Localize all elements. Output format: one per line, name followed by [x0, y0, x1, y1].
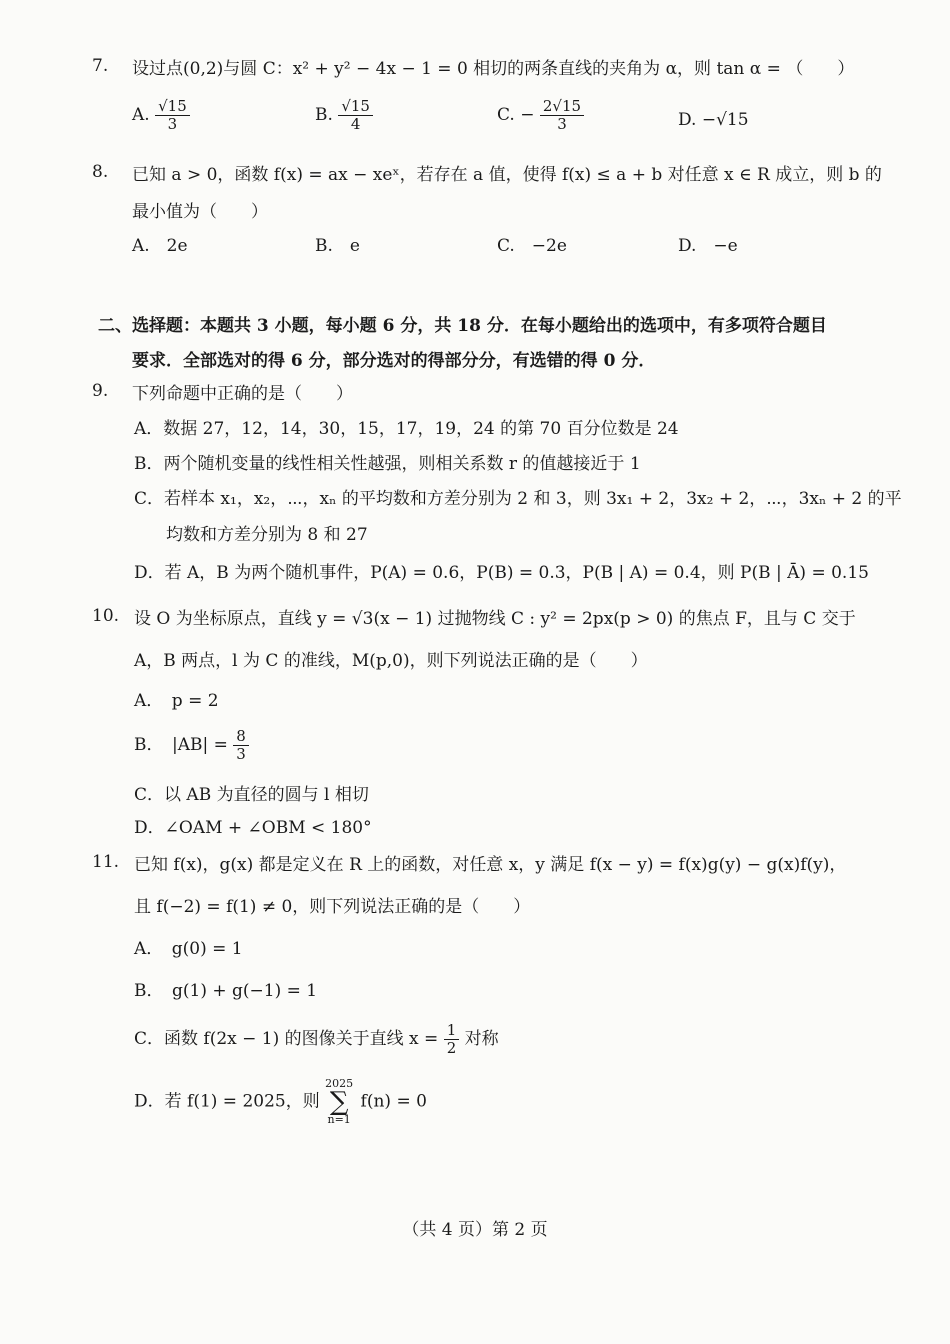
q7-option-c-fraction	[540, 98, 584, 133]
q11-option-d-text: D．若 f(1) = 2025，则	[134, 1091, 320, 1112]
q10-option-b-numerator: 8	[233, 728, 249, 746]
q11-number: 11.	[92, 852, 120, 872]
q11-option-c-text: C．函数 f(2x − 1) 的图像关于直线 x =	[134, 1029, 439, 1049]
q11-option-b: B． g(1) + g(−1) = 1	[134, 981, 318, 1001]
q9-number: 9.	[92, 381, 109, 401]
q10-option-b-label: B． |AB| =	[134, 735, 228, 755]
q10-option-b	[134, 728, 249, 763]
q11-sum-upper-limit: 2025	[325, 1077, 354, 1090]
q7-option-c-denominator: 3	[557, 115, 567, 133]
q7-option-c	[497, 98, 584, 133]
q11-option-c-fraction	[444, 1022, 460, 1057]
q9-option-c-line2: 均数和方差分别为 8 和 27	[166, 525, 368, 545]
q11-option-c-numerator: 1	[444, 1022, 460, 1040]
q9-option-a: A．数据 27，12，14，30，15，17，19，24 的第 70 百分位数是 24	[134, 419, 679, 439]
q8-option-a: A. 2e	[132, 236, 188, 256]
q7-option-b-label: B.	[315, 105, 333, 125]
q7-option-b-numerator: √15	[338, 98, 373, 116]
section2-heading-line2: 要求．全部选对的得 6 分，部分选对的得部分分，有选错的得 0 分．	[132, 351, 656, 371]
q7-option-a-label: A.	[132, 105, 150, 125]
q11-stem-line2: 且 f(−2) = f(1) ≠ 0，则下列说法正确的是（ ）	[134, 897, 531, 917]
page-footer: （共 4 页）第 2 页	[402, 1220, 548, 1240]
q9-option-c-line1: C．若样本 x₁，x₂，⋯，xₙ 的平均数和方差分别为 2 和 3，则 3x₁ + 2，3x₂ + 2，⋯，3xₙ + 2 的平	[134, 489, 902, 509]
q8-number: 8.	[92, 162, 109, 182]
q10-number: 10.	[92, 606, 120, 626]
q7-stem: 设过点(0,2)与圆 C：x² + y² − 4x − 1 = 0 相切的两条直线的夹角为 α，则 tan α = （ ）	[132, 59, 855, 79]
q8-stem-line1: 已知 a > 0，函数 f(x) = ax − xeˣ，若存在 a 值，使得 f(x) ≤ a + b 对任意 x ∈ R 成立，则 b 的	[132, 165, 882, 185]
q7-option-d-value: −√15	[701, 110, 749, 130]
q7-option-c-label: C.	[497, 105, 515, 125]
q10-option-d: D．∠OAM + ∠OBM < 180°	[134, 818, 372, 838]
q7-option-d-label: D.	[678, 110, 697, 130]
q7-option-c-numerator: 2√15	[540, 98, 584, 116]
q7-option-d	[678, 107, 749, 133]
q10-stem-line2: A，B 两点，l 为 C 的准线，M(p,0)，则下列说法正确的是（ ）	[134, 651, 648, 671]
q10-option-c: C．以 AB 为直径的圆与 l 相切	[134, 785, 369, 805]
q7-option-a-fraction	[155, 98, 190, 133]
q7-option-c-sign: −	[520, 105, 535, 125]
q11-stem-line1: 已知 f(x)，g(x) 都是定义在 R 上的函数，对任意 x，y 满足 f(x − y) = f(x)g(y) − g(x)f(y)，	[134, 855, 847, 875]
q10-stem-line1: 设 O 为坐标原点，直线 y = √3(x − 1) 过抛物线 C : y² = 2px(p > 0) 的焦点 F，且与 C 交于	[134, 609, 856, 629]
q11-option-c-denominator: 2	[446, 1039, 457, 1057]
q8-option-d: D. −e	[678, 236, 738, 256]
q9-option-b: B．两个随机变量的线性相关性越强，则相关系数 r 的值越接近于 1	[134, 454, 641, 474]
q7-option-b-fraction	[338, 98, 373, 133]
q11-option-d	[134, 1078, 427, 1126]
q8-option-c: C. −2e	[497, 236, 567, 256]
q7-option-a	[132, 98, 190, 133]
q8-stem-line2: 最小值为（ ）	[132, 202, 268, 222]
q11-sum-lower-limit: n=1	[327, 1113, 351, 1126]
q8-option-b: B. e	[315, 236, 360, 256]
q9-option-d: D．若 A，B 为两个随机事件，P(A) = 0.6，P(B) = 0.3，P(B | A) = 0.4，则 P(B | Ā) = 0.15	[134, 563, 869, 583]
section2-heading-line1: 二、选择题：本题共 3 小题，每小题 6 分，共 18 分．在每小题给出的选项中，有多项符合题目	[98, 316, 827, 336]
sigma-icon: ∑	[329, 1087, 349, 1117]
q10-option-b-denominator: 3	[236, 745, 246, 763]
q7-option-a-denominator: 3	[167, 115, 178, 133]
q11-option-d-summation	[325, 1078, 353, 1126]
q10-option-a: A． p = 2	[134, 691, 219, 711]
q7-option-b-denominator: 4	[350, 115, 361, 133]
q7-number: 7.	[92, 56, 109, 76]
q11-option-d-suffix: f(n) = 0	[360, 1091, 427, 1112]
q11-option-c-suffix: 对称	[464, 1029, 499, 1049]
q10-option-b-fraction	[233, 728, 249, 763]
q11-option-c	[134, 1022, 499, 1057]
q9-stem: 下列命题中正确的是（ ）	[132, 384, 353, 404]
q7-option-a-numerator: √15	[155, 98, 190, 116]
q11-option-a: A． g(0) = 1	[134, 939, 243, 959]
q7-option-b	[315, 98, 373, 133]
